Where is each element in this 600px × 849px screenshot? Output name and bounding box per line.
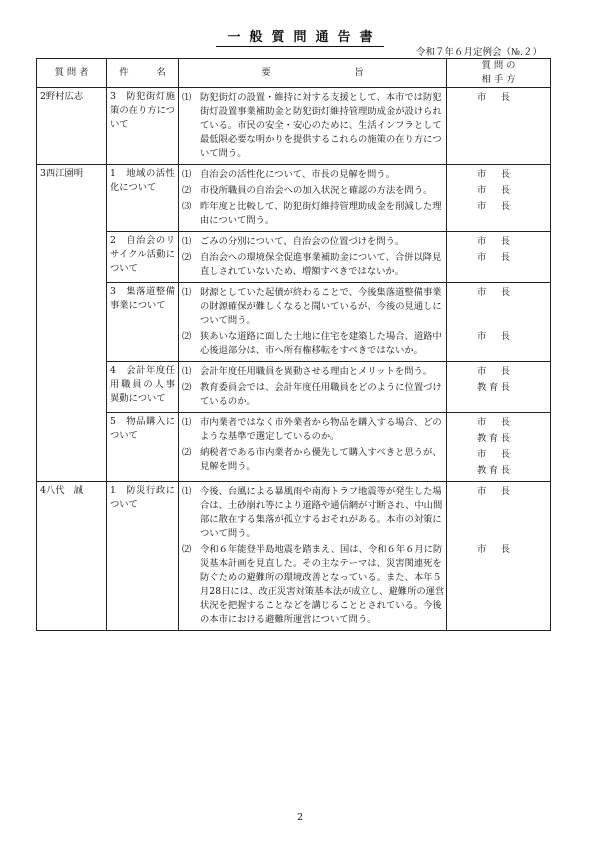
respondent-group bbox=[477, 183, 510, 199]
gist-item bbox=[182, 250, 446, 280]
gist-cell bbox=[179, 362, 447, 413]
gist-item-number: ⑶ bbox=[182, 201, 192, 212]
header-subject: 件 名 bbox=[107, 59, 179, 88]
gist-item bbox=[182, 167, 446, 183]
subject-cell: 3 防犯街灯施策の在り方について bbox=[107, 88, 179, 165]
gist-cell bbox=[179, 283, 447, 362]
respondent-cell bbox=[447, 283, 551, 362]
gist-cell bbox=[179, 88, 447, 165]
gist-item-number: ⑵ bbox=[182, 544, 192, 555]
respondent-cell bbox=[447, 482, 551, 631]
respondent-name: 市長 bbox=[477, 486, 510, 497]
question-table bbox=[36, 58, 551, 631]
respondent-group bbox=[477, 90, 510, 162]
respondent-group bbox=[477, 285, 510, 329]
gist-item bbox=[182, 183, 446, 199]
gist-item-number: ⑴ bbox=[182, 92, 192, 103]
table-row bbox=[37, 413, 551, 482]
respondent-group bbox=[477, 199, 510, 229]
gist-item-number: ⑵ bbox=[182, 185, 192, 196]
table-row bbox=[37, 165, 551, 232]
gist-item-text: ごみの分別について、自治会の位置づけを問う。 bbox=[200, 236, 405, 247]
respondent-name: 市長 bbox=[477, 449, 510, 460]
gist-cell bbox=[179, 482, 447, 631]
gist-item-number: ⑴ bbox=[182, 366, 192, 377]
respondent-group bbox=[477, 484, 510, 542]
respondent-cell bbox=[447, 88, 551, 165]
respondent-group bbox=[477, 167, 510, 183]
respondent-name: 市長 bbox=[477, 331, 510, 342]
gist-item-text: 狭あいな道路に面した土地に住宅を建築した場合、道路中心後退部分は、市へ所有権移転をすべきではないか。 bbox=[200, 331, 442, 356]
session-label: 令和７年６月定例会（№.２） bbox=[415, 47, 542, 58]
respondent-name: 市長 bbox=[477, 287, 510, 298]
header-respondent-line2: 相 手 方 bbox=[481, 74, 516, 85]
subject-cell: 2 自治会のリサイクル活動について bbox=[107, 232, 179, 283]
questioner-cell: 3西江園明 bbox=[37, 165, 107, 482]
gist-item-text: 会計年度任用職員を異動させる理由とメリットを問う。 bbox=[200, 366, 433, 377]
respondent-name: 教育長 bbox=[477, 465, 510, 476]
table-row bbox=[37, 482, 551, 631]
gist-item bbox=[182, 285, 446, 329]
subject-cell: 1 地域の活性化について bbox=[107, 165, 179, 232]
gist-item-text: 今後、台風による暴風雨や南海トラフ地震等が発生した場合は、土砂崩れ等により道路や通信網が寸断され、中山間部に散在する集落が孤立するおそれがある。本市の対策について問う。 bbox=[200, 486, 443, 539]
questioner-cell: 4八代 誠 bbox=[37, 482, 107, 631]
gist-item-text: 納税者である市内業者から優先して購入すべきと思うが、見解を問う。 bbox=[200, 447, 442, 472]
gist-item bbox=[182, 199, 446, 229]
gist-item bbox=[182, 415, 446, 445]
gist-item-text: 教育委員会では、会計年度任用職員をどのように位置づけているのか。 bbox=[200, 382, 442, 407]
gist-item bbox=[182, 445, 446, 475]
respondent-cell bbox=[447, 413, 551, 482]
respondent-cell bbox=[447, 232, 551, 283]
gist-item-text: 自治会への環境保全促進事業補助金について、合併以降見直しされていないため、増額すべきではないか。 bbox=[200, 252, 442, 277]
gist-item bbox=[182, 90, 446, 162]
gist-item-text: 財源としていた起債が終わることで、今後集落道整備事業の財源確保が難しくなると聞いているが、今後の見通しについて問う。 bbox=[200, 287, 442, 326]
respondent-group bbox=[477, 447, 510, 479]
gist-item bbox=[182, 234, 446, 250]
header-respondent bbox=[447, 59, 551, 88]
document-title: 一般質問通告書 bbox=[0, 26, 600, 45]
respondent-group bbox=[477, 415, 510, 447]
respondent-name: 教育長 bbox=[477, 433, 510, 444]
questioner-cell: 2野村広志 bbox=[37, 88, 107, 165]
gist-item-number: ⑵ bbox=[182, 252, 192, 263]
gist-cell bbox=[179, 413, 447, 482]
gist-item-number: ⑵ bbox=[182, 331, 192, 342]
respondent-cell bbox=[447, 165, 551, 232]
respondent-name: 市長 bbox=[477, 236, 510, 247]
subject-cell: 4 会計年度任用職員の人事異動について bbox=[107, 362, 179, 413]
gist-item-number: ⑴ bbox=[182, 236, 192, 247]
gist-item bbox=[182, 329, 446, 359]
respondent-name: 市長 bbox=[477, 544, 510, 555]
gist-item-text: 防犯街灯の設置・維持に対する支援として、本市では防犯街灯設置事業補助金と防犯街灯維持管理助成金が設けられている。市民の安全・安心のために、生活インフラとして最低限必要な明かりを提供するこれらの施策の在り方について問う。 bbox=[200, 92, 442, 159]
gist-item bbox=[182, 364, 446, 380]
gist-item-number: ⑴ bbox=[182, 486, 192, 497]
subject-cell: 3 集落道整備事業について bbox=[107, 283, 179, 362]
gist-item-text: 市内業者ではなく市外業者から物品を購入する場合、どのような基準で選定しているのか。 bbox=[200, 417, 442, 442]
respondent-group bbox=[477, 234, 510, 250]
respondent-group bbox=[477, 380, 510, 410]
respondent-name: 市長 bbox=[477, 185, 510, 196]
table-row bbox=[37, 283, 551, 362]
gist-item bbox=[182, 380, 446, 410]
gist-item-number: ⑵ bbox=[182, 382, 192, 393]
gist-item-number: ⑴ bbox=[182, 417, 192, 428]
gist-item-text: 市役所職員の自治会への加入状況と確認の方法を問う。 bbox=[200, 185, 433, 196]
gist-item bbox=[182, 484, 446, 542]
gist-item bbox=[182, 542, 446, 628]
respondent-name: 市長 bbox=[477, 252, 510, 263]
subject-cell: 1 防災行政について bbox=[107, 482, 179, 631]
respondent-cell bbox=[447, 362, 551, 413]
gist-item-number: ⑴ bbox=[182, 287, 192, 298]
respondent-group bbox=[477, 329, 510, 359]
table-row bbox=[37, 88, 551, 165]
gist-item-text: 昨年度と比較して、防犯街灯維持管理助成金を削減した理由について問う。 bbox=[200, 201, 442, 226]
gist-item-number: ⑵ bbox=[182, 447, 192, 458]
gist-item-number: ⑴ bbox=[182, 169, 192, 180]
gist-item-text: 令和６年能登半島地震を踏まえ、国は、令和６年６月に防災基本計画を見直した。その主なテーマは、災害関連死を防ぐための避難所の環境改善となっている。また、本年５月28日には、改正災害対策基本法が成立し、避難所の運営状況を把握することなどを講じることとされている。今後の本市における避難所運営について問う。 bbox=[200, 544, 445, 625]
page-number: 2 bbox=[296, 812, 304, 823]
header-questioner: 質 問 者 bbox=[37, 59, 107, 88]
header-row bbox=[37, 59, 551, 88]
respondent-name: 市長 bbox=[477, 92, 510, 103]
gist-item-text: 自治会の活性化について、市長の見解を問う。 bbox=[200, 169, 395, 180]
respondent-name: 教育長 bbox=[477, 382, 510, 393]
header-respondent-line1: 質 問 の bbox=[481, 60, 516, 71]
respondent-name: 市長 bbox=[477, 366, 510, 377]
gist-cell bbox=[179, 232, 447, 283]
table-row bbox=[37, 362, 551, 413]
respondent-group bbox=[477, 364, 510, 380]
gist-cell bbox=[179, 165, 447, 232]
header-gist: 要 旨 bbox=[179, 59, 447, 88]
respondent-group bbox=[477, 542, 510, 628]
respondent-name: 市長 bbox=[477, 169, 510, 180]
respondent-name: 市長 bbox=[477, 417, 510, 428]
table-row bbox=[37, 232, 551, 283]
subject-cell: 5 物品購入について bbox=[107, 413, 179, 482]
respondent-group bbox=[477, 250, 510, 280]
respondent-name: 市長 bbox=[477, 201, 510, 212]
